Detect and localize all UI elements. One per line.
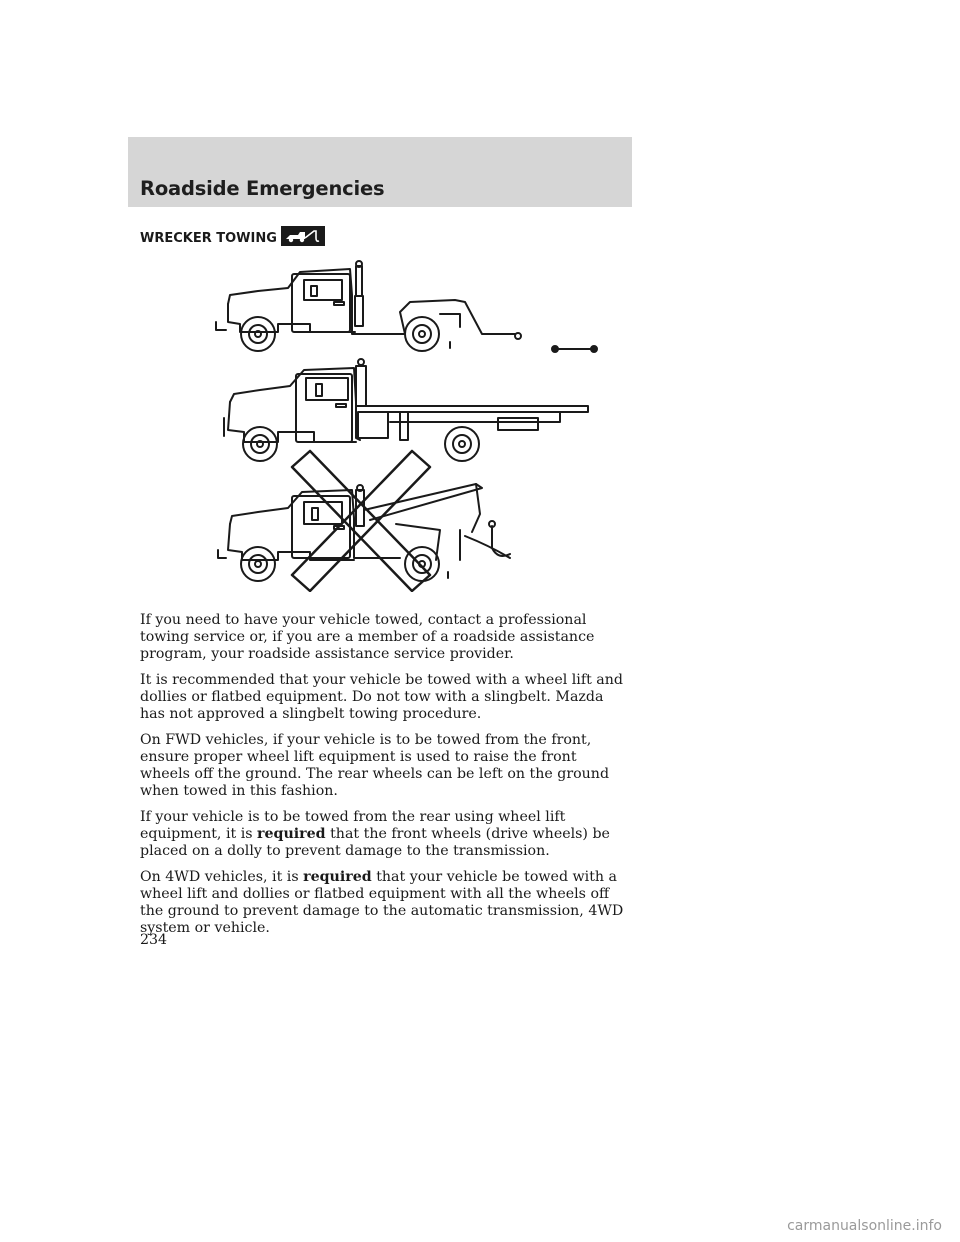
paragraph-1: If you need to have your vehicle towed, contact a professional towing service or, if you are a member of a roadside assistance program, your roadside assistance service provider. [140, 612, 595, 662]
slingbelt-truck-icon [218, 484, 510, 581]
section-header-title: Roadside Emergencies [140, 177, 385, 200]
body-text [140, 612, 630, 946]
section-heading [140, 226, 325, 250]
section-heading-text: WRECKER TOWING [140, 230, 277, 246]
wheel-lift-truck-icon [216, 261, 521, 351]
flatbed-truck-icon [224, 359, 588, 461]
paragraph-4-end: that the front wheels (drive wheels) be placed on a dolly to prevent damage to the transmission. [140, 826, 610, 859]
paragraph-5-end: that your vehicle be towed with a wheel lift and dollies or flatbed equipment with all the wheels off the ground to prevent damage to the automatic transmission, 4WD system or vehicle. [140, 869, 624, 936]
watermark-text: carmanualsonline.info [787, 1218, 942, 1234]
towing-methods-illustration [210, 252, 610, 596]
paragraph-5-emphasis: required [303, 869, 372, 885]
tow-truck-icon [281, 226, 325, 250]
paragraph-4-start: If your vehicle is to be towed from the rear using wheel lift equipment, it is [140, 809, 566, 842]
page-number: 234 [140, 932, 168, 948]
paragraph-4 [140, 809, 630, 860]
paragraph-2: It is recommended that your vehicle be towed with a wheel lift and dollies or flatbed equipment. Do not tow with a slingbelt. Mazda has not approved a slingbelt towing procedure. [140, 672, 623, 722]
paragraph-5 [140, 869, 630, 937]
paragraph-5-start: On 4WD vehicles, it is [140, 869, 304, 885]
paragraph-3: On FWD vehicles, if your vehicle is to be towed from the front, ensure proper wheel lift equipment is used to raise the front wheels off the ground. The rear wheels can be left on the ground when towed in this fashion. [140, 732, 610, 799]
paragraph-4-emphasis: required [257, 826, 326, 842]
header-band [128, 137, 632, 207]
